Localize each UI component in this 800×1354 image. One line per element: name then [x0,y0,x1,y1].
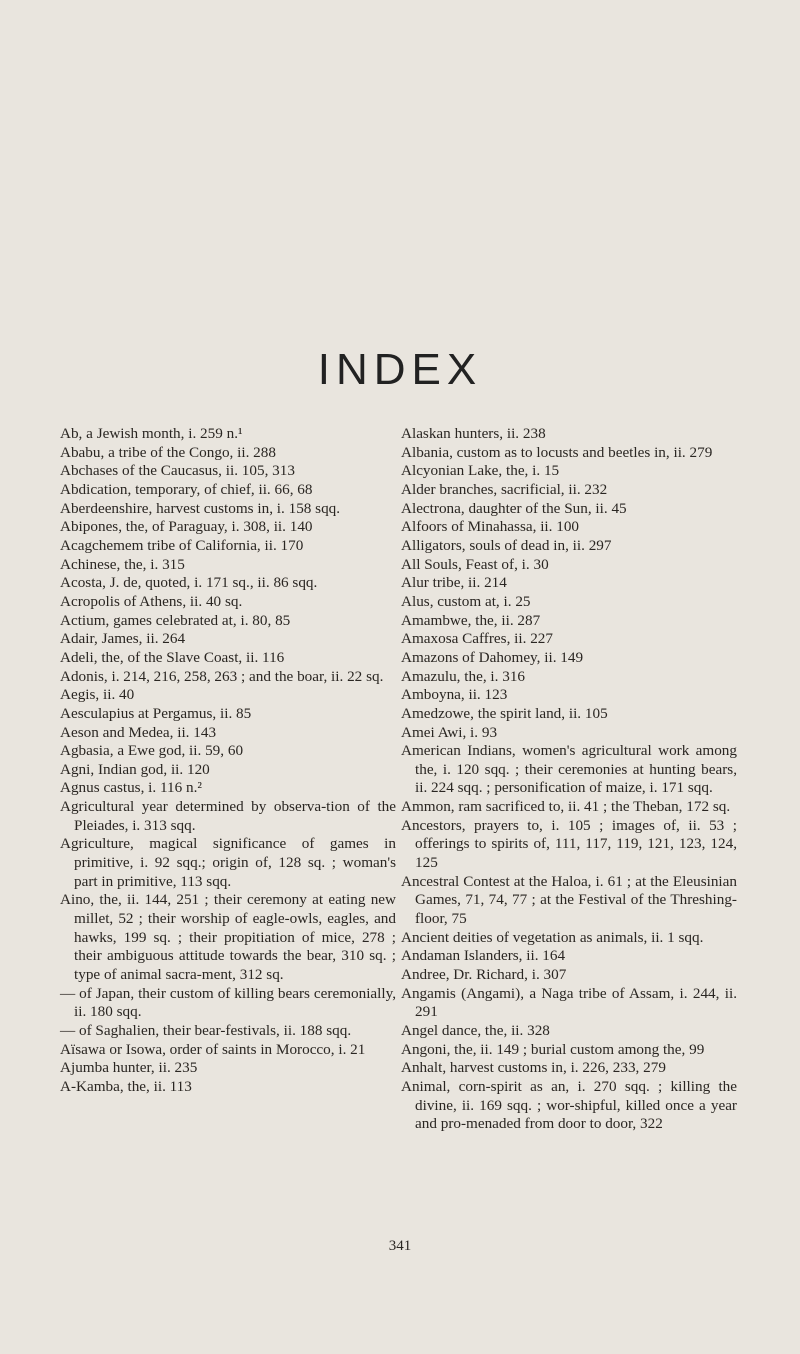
index-entry: Alur tribe, ii. 214 [401,574,507,592]
index-entry: Acosta, J. de, quoted, i. 171 sq., ii. 86 sqq. [60,574,318,592]
index-entry: Ammon, ram sacrificed to, ii. 41 ; the Theban, 172 sq. [401,798,731,816]
index-entry: — of Japan, their custom of killing bears ceremonially, ii. 180 sqq. [60,984,396,1021]
index-entry: Aegis, ii. 40 [60,686,135,704]
index-entry: Agbasia, a Ewe god, ii. 59, 60 [60,742,244,760]
index-entry: Adonis, i. 214, 216, 258, 263 ; and the boar, ii. 22 sq. [60,667,384,685]
index-entry: Alus, custom at, i. 25 [401,592,531,610]
index-entry: Angamis (Angami), a Naga tribe of Assam, i. 244, ii. 291 [401,984,737,1021]
index-entry: Agriculture, magical significance of games in primitive, i. 92 sqq.; origin of, 128 sq. ; woman's part in primitive, 113 sqq. [60,835,396,890]
index-entry: Agni, Indian god, ii. 120 [60,760,210,778]
index-column-left [60,425,396,1097]
index-entry: Albania, custom as to locusts and beetles in, ii. 279 [401,443,713,461]
index-entry: Agricultural year determined by observa-tion of the Pleiades, i. 313 sqq. [60,798,396,834]
index-entry: Alectrona, daughter of the Sun, ii. 45 [401,499,627,517]
index-entry: Aberdeenshire, harvest customs in, i. 158 sqq. [60,499,341,517]
index-entry: A-Kamba, the, ii. 113 [60,1077,192,1095]
index-entry: Anhalt, harvest customs in, i. 226, 233, 279 [401,1059,666,1077]
index-entry: Alcyonian Lake, the, i. 15 [401,462,560,480]
index-entry: Ababu, a tribe of the Congo, ii. 288 [60,443,276,461]
index-entry: Aeson and Medea, ii. 143 [60,723,217,741]
index-entry: Actium, games celebrated at, i. 80, 85 [60,611,291,629]
index-entry: Adair, James, ii. 264 [60,630,186,648]
index-entry: Alligators, souls of dead in, ii. 297 [401,536,612,554]
index-entry: Ab, a Jewish month, i. 259 n.¹ [60,425,243,442]
index-entry: Amambwe, the, ii. 287 [401,611,541,629]
index-entry: Alfoors of Minahassa, ii. 100 [401,518,580,536]
index-entry: Ancient deities of vegetation as animals, ii. 1 sqq. [401,928,704,946]
page-number: 341 [388,1238,412,1254]
index-entry: Andree, Dr. Richard, i. 307 [401,966,567,984]
index-entry: Animal, corn-spirit as an, i. 270 sqq. ; killing the divine, ii. 169 sqq. ; wor-shipful, killed once a year and pro-menaded from door to door, 322 [401,1077,737,1133]
index-entry: Amedzowe, the spirit land, ii. 105 [401,704,608,722]
index-entry: Aino, the, ii. 144, 251 ; their ceremony at eating new millet, 52 ; their worship of eagle-owls, eagles, and hawks, 199 sq. ; their propitiation of mice, 278 ; their ambiguous attitude towards the bear, 310 sq. ; type of animal sacra-ment, 312 sq. [60,891,396,984]
index-entry: Ancestral Contest at the Haloa, i. 61 ; at the Eleusinian Games, 71, 74, 77 ; at the Festival of the Threshing-floor, 75 [401,872,737,928]
index-entry: Ancestors, prayers to, i. 105 ; images of, ii. 53 ; offerings to spirits of, 111, 117, 119, 121, 123, 124, 125 [401,816,737,872]
index-entry: Angel dance, the, ii. 328 [401,1022,550,1039]
index-entry: Achinese, the, i. 315 [60,555,185,573]
index-entry: Abdication, temporary, of chief, ii. 66, 68 [60,480,313,498]
index-entry: Andaman Islanders, ii. 164 [401,947,566,965]
index-entry: Amazons of Dahomey, ii. 149 [401,648,584,666]
index-entry: Aesculapius at Pergamus, ii. 85 [60,704,252,722]
index-column-right [401,425,737,1134]
index-entry: Agnus castus, i. 116 n.² [60,779,202,797]
index-entry: American Indians, women's agricultural work among the, i. 120 sqq. ; their ceremonies at hunting bears, ii. 224 sqq. ; personification of maize, i. 171 sqq. [401,742,737,797]
index-entry: Acagchemem tribe of California, ii. 170 [60,536,304,554]
index-entry: Abchases of the Caucasus, ii. 105, 313 [60,462,295,480]
index-entry: Alder branches, sacrificial, ii. 232 [401,480,608,498]
index-entry: Ajumba hunter, ii. 235 [60,1059,198,1077]
index-entry: Amboyna, ii. 123 [401,686,508,704]
index-entry: Angoni, the, ii. 149 ; burial custom among the, 99 [401,1040,705,1058]
index-entry: — of Saghalien, their bear-festivals, ii. 188 sqq. [60,1022,352,1039]
index-entry: Amei Awi, i. 93 [401,723,498,741]
index-entry: Aïsawa or Isowa, order of saints in Morocco, i. 21 [60,1040,366,1058]
index-entry: All Souls, Feast of, i. 30 [401,555,549,573]
index-entry: Amaxosa Caffres, ii. 227 [401,630,553,648]
index-entry: Abipones, the, of Paraguay, i. 308, ii. 140 [60,518,313,536]
index-entry: Acropolis of Athens, ii. 40 sq. [60,592,243,610]
index-entry: Amazulu, the, i. 316 [401,667,526,685]
index-entry: Adeli, the, of the Slave Coast, ii. 116 [60,648,285,666]
index-entry: Alaskan hunters, ii. 238 [401,425,546,442]
page-title: INDEX [317,345,483,394]
